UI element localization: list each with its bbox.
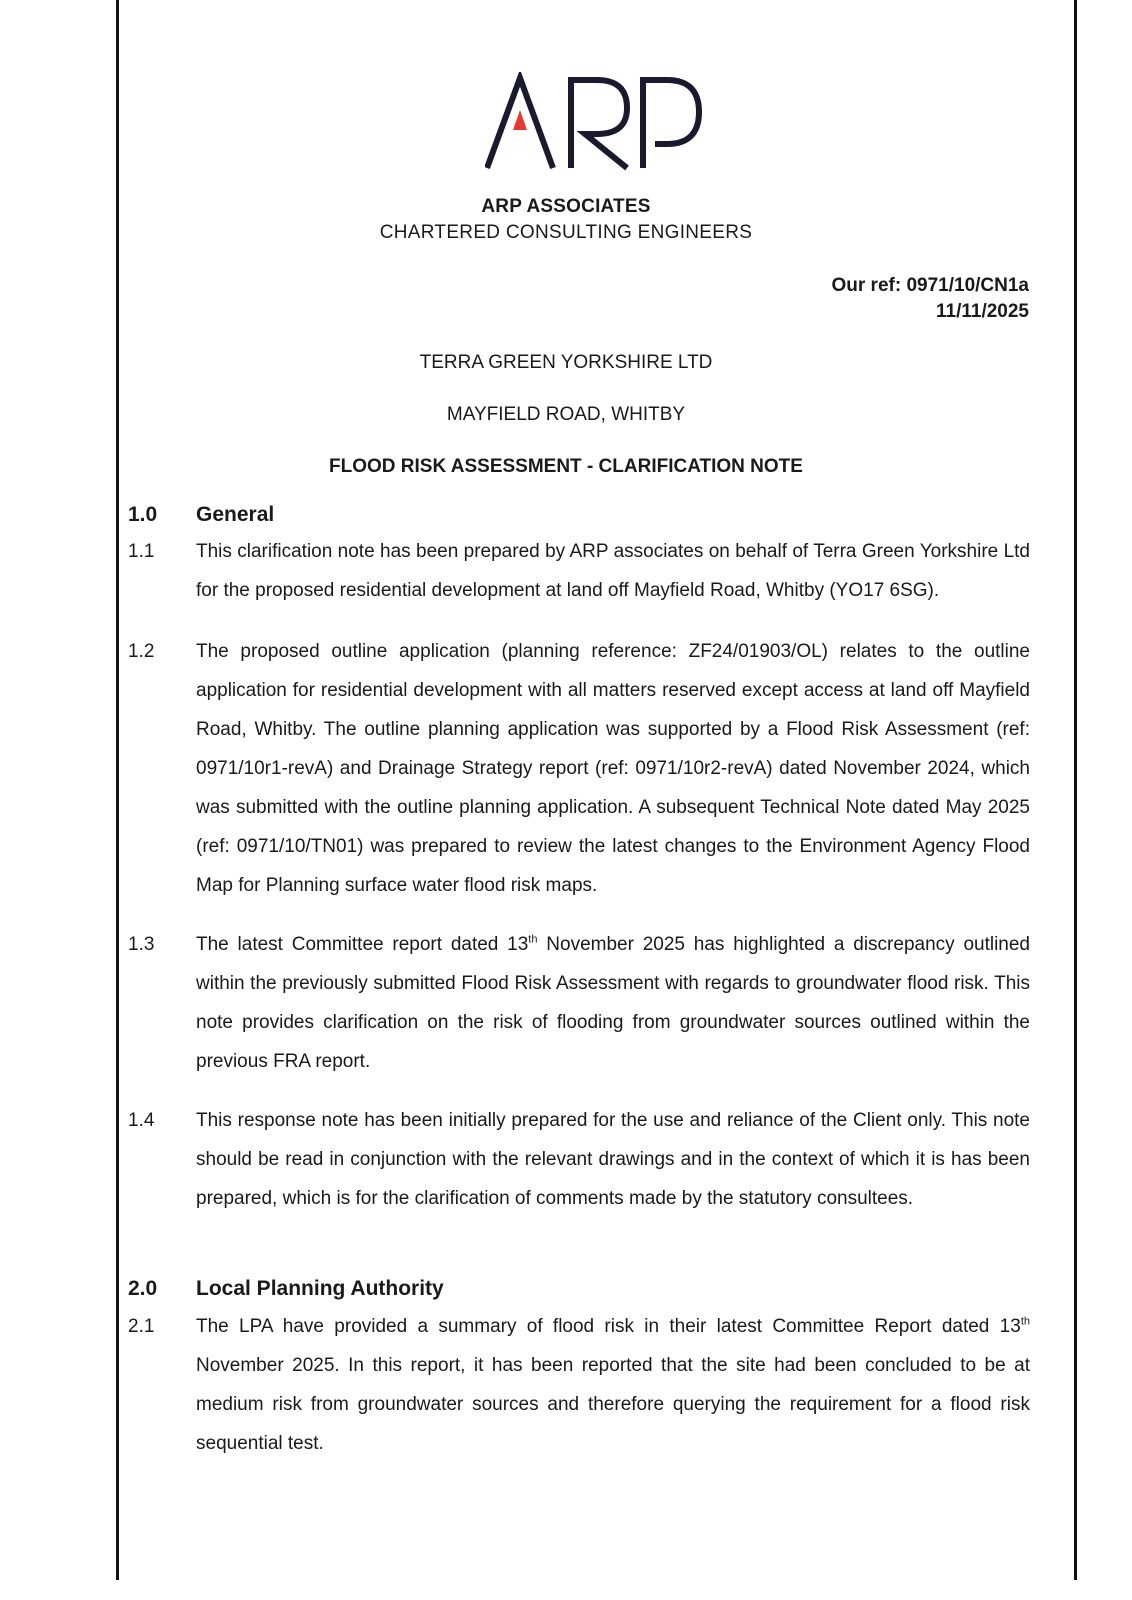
document-date: 11/11/2025 bbox=[936, 301, 1029, 322]
reference-block bbox=[832, 273, 1030, 325]
paragraph-text: This response note has been initially prepared for the use and reliance of the Client only. This note should be read in conjunction with the relevant drawings and in the context of which it is has been prepared, which is for the clarification of comments made by the statutory consultees. bbox=[196, 1110, 1030, 1209]
paragraph-text: This clarification note has been prepared by ARP associates on behalf of Terra Green Yorkshire Ltd for the proposed residential development at land off Mayfield Road, Whitby (YO17 6SG). bbox=[196, 541, 1030, 601]
paragraph-number: 1.1 bbox=[128, 541, 155, 562]
paragraph-text: The latest Committee report dated 13th November 2025 has highlighted a discrepancy outlined within the previously submitted Flood Risk Assessment with regards to groundwater flood risk. This note provides clarification on the risk of flooding from groundwater sources outlined within the previous FRA report. bbox=[196, 933, 1030, 1072]
paragraph-number: 2.1 bbox=[128, 1316, 155, 1337]
section-number: 2.0 bbox=[128, 1277, 158, 1300]
section-title: General bbox=[196, 503, 275, 526]
site-name: MAYFIELD ROAD, WHITBY bbox=[446, 404, 686, 425]
our-reference: Our ref: 0971/10/CN1a bbox=[831, 275, 1029, 296]
firm-name: ARP ASSOCIATES bbox=[481, 196, 651, 217]
section-number: 1.0 bbox=[128, 503, 158, 526]
paragraph-number: 1.2 bbox=[128, 641, 155, 662]
paragraph-number: 1.4 bbox=[128, 1110, 155, 1131]
section-title: Local Planning Authority bbox=[196, 1277, 444, 1300]
paragraph-text: The proposed outline application (planning reference: ZF24/01903/OL) relates to the outline application for residential development with all matters reserved except access at land off Mayfield Road, Whitby. The outline planning application was supported by a Flood Risk Assessment (ref: 0971/10r1-revA) and Drainage Strategy report (ref: 0971/10r2-revA) dated November 2024, which was submitted with the outline planning application. A subsequent Technical Note dated May 2025 (ref: 0971/10/TN01) was prepared to review the latest changes to the Environment Agency Flood Map for Planning surface water flood risk maps. bbox=[196, 641, 1030, 896]
document-title: FLOOD RISK ASSESSMENT - CLARIFICATION NOTE bbox=[329, 456, 803, 477]
client-name: TERRA GREEN YORKSHIRE LTD bbox=[419, 352, 713, 373]
paragraph-number: 1.3 bbox=[128, 934, 155, 955]
paragraph-text: The LPA have provided a summary of flood risk in their latest Committee Report dated 13th November 2025. In this report, it has been reported that the site had been concluded to be at medium risk from groundwater sources and therefore querying the requirement for a flood risk sequential test. bbox=[196, 1315, 1030, 1454]
arp-logo bbox=[485, 72, 703, 172]
firm-subtitle: CHARTERED CONSULTING ENGINEERS bbox=[379, 222, 753, 243]
